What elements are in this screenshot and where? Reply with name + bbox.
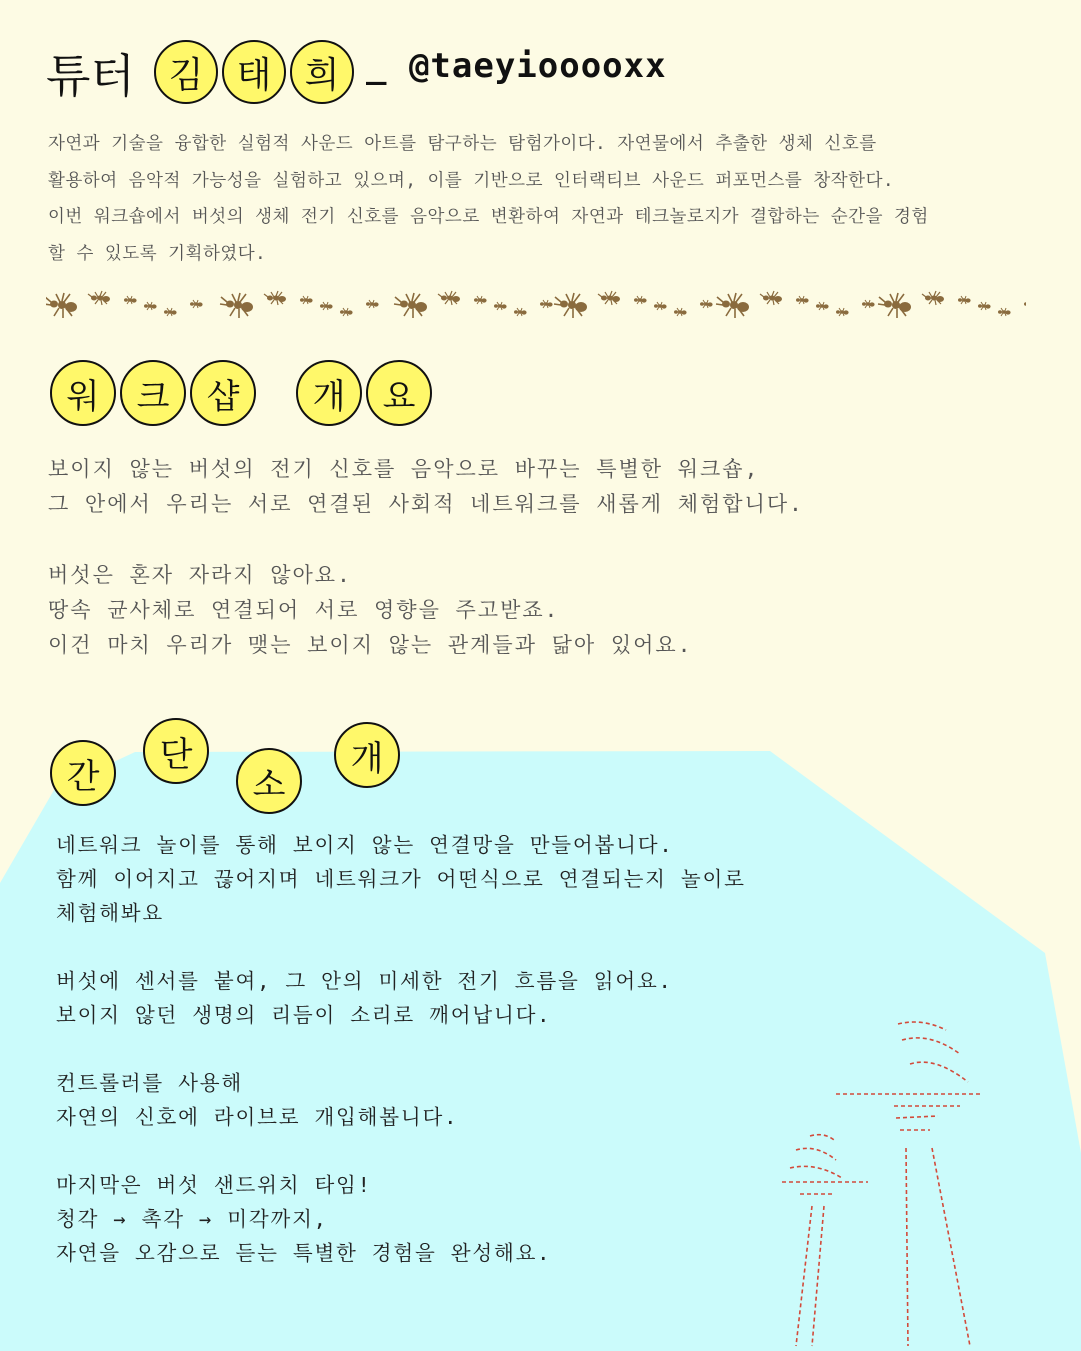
ant-icon <box>394 291 553 318</box>
name-char-2: 태 <box>222 40 286 104</box>
intro-line: 체험해봐요 <box>56 901 165 925</box>
tutor-bio <box>48 126 1038 272</box>
overview-heading-char-3: 샵 <box>190 360 256 426</box>
bio-line: 활용하여 음악적 가능성을 실험하고 있으며, 이를 기반으로 인터랙티브 사운드 퍼포먼스를 창작한다. <box>48 170 895 191</box>
intro-block <box>56 964 876 1032</box>
ant-icon <box>220 291 379 318</box>
intro-line: 함께 이어지고 끊어지며 네트워크가 어떤식으로 연결되는지 놀이로 <box>56 867 746 891</box>
instagram-handle: _ @taeyiooooxx <box>366 46 667 86</box>
overview-line: 땅속 균사체로 연결되어 서로 영향을 주고받죠. <box>48 598 560 622</box>
tutor-label: 튜터 <box>46 49 135 103</box>
intro-block <box>56 1066 876 1134</box>
intro-line: 보이지 않던 생명의 리듬이 소리로 깨어납니다. <box>56 1003 552 1027</box>
intro-body <box>56 828 876 1304</box>
overview-line: 그 안에서 우리는 서로 연결된 사회적 네트워크를 새롭게 체험합니다. <box>48 492 804 516</box>
name-char-1: 김 <box>154 40 218 104</box>
overview-paragraph <box>48 558 692 663</box>
overview-line: 보이지 않는 버섯의 전기 신호를 음악으로 바꾸는 특별한 워크숍, <box>48 457 760 481</box>
intro-line: 자연의 신호에 라이브로 개입해봅니다. <box>56 1105 459 1129</box>
overview-line: 버섯은 혼자 자라지 않아요. <box>48 563 352 587</box>
overview-heading-char-2: 크 <box>120 360 186 426</box>
bio-line: 이번 워크숍에서 버섯의 생체 전기 신호를 음악으로 변환하여 자연과 테크놀로지가 결합하는 순간을 경험 <box>48 207 929 227</box>
overview-heading-char-1: 워 <box>50 360 116 426</box>
overview-heading-char-5: 요 <box>366 360 432 426</box>
intro-heading-char-2: 단 <box>143 718 209 784</box>
intro-line: 버섯에 센서를 붙여, 그 안의 미세한 전기 흐름을 읽어요. <box>56 969 673 993</box>
overview-line: 이건 마치 우리가 맺는 보이지 않는 관계들과 닮아 있어요. <box>48 633 693 657</box>
overview-paragraph <box>48 452 804 522</box>
ant-icon <box>716 291 875 318</box>
intro-block <box>56 1168 876 1270</box>
intro-block <box>56 828 876 930</box>
name-char-3: 희 <box>290 40 354 104</box>
ant-divider <box>46 286 1026 326</box>
intro-heading-char-4: 개 <box>334 722 400 788</box>
intro-heading-char-1: 간 <box>50 740 116 806</box>
intro-line: 마지막은 버섯 샌드위치 타임! <box>56 1173 372 1197</box>
intro-line: 자연을 오감으로 듣는 특별한 경험을 완성해요. <box>56 1241 552 1265</box>
intro-line: 네트워크 놀이를 통해 보이지 않는 연결망을 만들어봅니다. <box>56 833 674 857</box>
ant-icon <box>554 291 713 318</box>
ant-icon <box>878 291 1026 318</box>
intro-heading-char-3: 소 <box>236 748 302 814</box>
intro-line: 컨트롤러를 사용해 <box>56 1071 243 1095</box>
overview-heading-char-4: 개 <box>296 360 362 426</box>
intro-line: 청각 → 촉각 → 미각까지, <box>56 1207 328 1231</box>
bio-line: 할 수 있도록 기획하였다. <box>48 243 267 264</box>
mushroom-illustration <box>770 1010 1010 1351</box>
mushroom-icon <box>782 1022 982 1346</box>
bio-line: 자연과 기술을 융합한 실험적 사운드 아트를 탐구하는 탐험가이다. 자연물에서 추출한 생체 신호를 <box>48 134 877 154</box>
ant-icon <box>46 291 203 318</box>
